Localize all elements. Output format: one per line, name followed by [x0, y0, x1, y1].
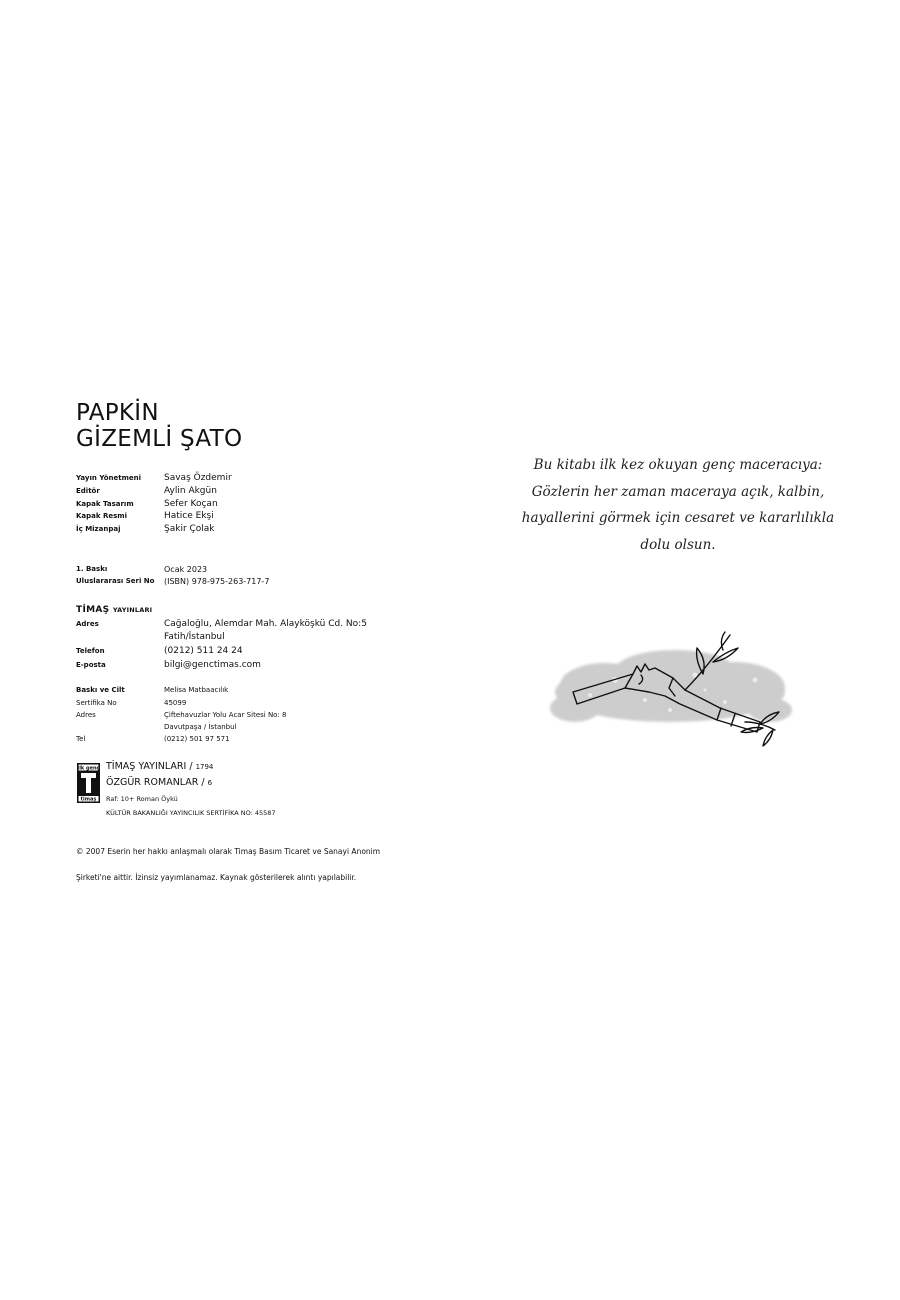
broken-branch-illustration: [545, 630, 800, 750]
publisher-phone-row: [76, 645, 396, 658]
edition-value: (ISBN) 978-975-263-717-7: [164, 577, 270, 586]
printer-value: Davutpaşa / İstanbul: [164, 723, 237, 731]
printer-value: Melisa Matbaacılık: [164, 686, 229, 694]
publisher-email: bilgi@genctimas.com: [164, 660, 261, 670]
credit-row: [76, 510, 396, 523]
dedication-line: dolu olsun.: [640, 536, 716, 553]
publisher-name-suffix: YAYINLARI: [112, 606, 153, 614]
credit-row: [76, 472, 396, 485]
publisher-email-row: [76, 659, 396, 672]
series-line-2: [106, 777, 212, 788]
dedication-line: hayallerini görmek için cesaret ve kararlılıkla: [521, 510, 835, 526]
credit-value: Şakir Çolak: [164, 524, 215, 534]
credit-label: İç Mizanpaj: [76, 525, 121, 533]
ministry-certificate: KÜLTÜR BAKANLIĞI YAYINCILIK SERTİFİKA NO: 45587: [106, 809, 276, 817]
credit-row: [76, 485, 396, 498]
publisher-email-label: E-posta: [76, 661, 106, 669]
timas-logo-icon: [77, 763, 100, 803]
printer-row: [76, 684, 396, 697]
credit-row: [76, 523, 396, 536]
series-collection-number: 6: [207, 779, 213, 787]
dedication-line: Gözlerin her zaman maceraya açık, kalbin,: [531, 483, 825, 500]
publisher-address-line1: Cağaloğlu, Alemdar Mah. Alayköşkü Cd. No:5: [164, 619, 367, 629]
credit-value: Sefer Koçan: [164, 499, 218, 509]
credit-label: Yayın Yönetmeni: [76, 474, 142, 482]
publisher-address-row-2: [76, 631, 396, 644]
series-line-1: [106, 761, 213, 772]
edition-row: [76, 575, 396, 588]
logo-top-text: ilk genç: [77, 765, 100, 772]
printer-label: Baskı ve Cilt: [76, 686, 125, 694]
credit-value: Aylin Akgün: [164, 486, 217, 496]
publisher-phone-label: Telefon: [76, 647, 105, 655]
publisher-address-row: [76, 618, 396, 631]
credit-value: Hatice Ekşi: [164, 511, 214, 521]
publisher-name-main: TİMAŞ: [76, 605, 110, 615]
series-publisher-number: 1794: [195, 763, 214, 771]
credit-label: Kapak Resmi: [76, 512, 127, 520]
edition-label: Uluslararası Seri No: [76, 577, 155, 585]
printer-value: 45099: [164, 699, 187, 707]
credit-label: Kapak Tasarım: [76, 500, 134, 508]
printer-label: Adres: [76, 711, 96, 719]
book-title-line2: GİZEMLİ ŞATO: [76, 426, 243, 452]
printer-label: Sertifika No: [76, 699, 117, 707]
edition-label: 1. Baskı: [76, 565, 108, 573]
credit-value: Savaş Özdemir: [164, 473, 232, 483]
dedication: [500, 452, 856, 558]
printer-row: [76, 733, 396, 746]
edition-value: Ocak 2023: [164, 565, 208, 574]
dedication-line: Bu kitabı ilk kez okuyan genç maceracıya:: [533, 457, 823, 473]
credit-label: Editör: [76, 487, 100, 495]
series-collection: ÖZGÜR ROMANLAR /: [106, 777, 205, 788]
series-publisher: TİMAŞ YAYINLARI /: [106, 761, 193, 772]
printer-value: Çiftehavuzlar Yolu Acar Sitesi No: 8: [164, 711, 287, 719]
printer-value: (0212) 501 97 571: [164, 735, 230, 743]
publisher-phone: (0212) 511 24 24: [164, 646, 243, 656]
book-title: [76, 400, 242, 452]
copyright-line-2: Şirketi'ne aittir. İzinsiz yayımlanamaz. Kaynak gösterilerek alıntı yapılabilir.: [76, 873, 357, 882]
copyright-line-1: © 2007 Eserin her hakkı anlaşmalı olarak Timaş Basım Ticaret ve Sanayi Anonim: [76, 847, 381, 856]
shelf-info: Raf: 10+ Roman Öykü: [106, 795, 178, 803]
publisher-name: [76, 605, 152, 615]
publisher-address-label: Adres: [76, 620, 99, 628]
printer-label: Tel: [76, 735, 86, 743]
publisher-address-line2: Fatih/İstanbul: [164, 632, 225, 642]
book-title-line1: PAPKİN: [76, 400, 159, 426]
logo-bottom-text: timaş: [80, 796, 97, 803]
